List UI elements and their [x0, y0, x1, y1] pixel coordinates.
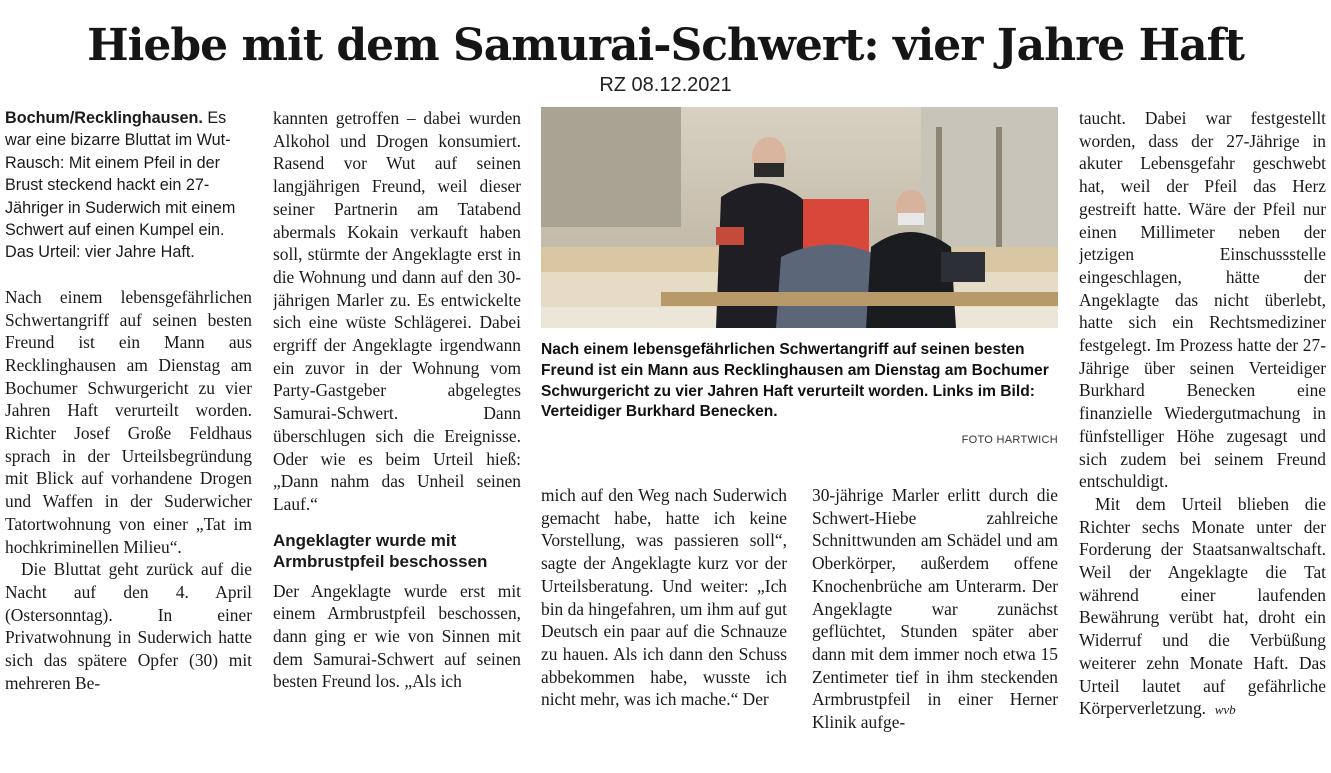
body-paragraph: Die Bluttat geht zurück auf die Nacht auf den 4. April (Ostersonntag). In einer Privatwohnung in Suderwich hatte sich das spätere Opfer (30) mit mehreren Be- — [5, 559, 252, 693]
column-2 — [273, 107, 521, 773]
photo-credit: FOTO HARTWICH — [961, 434, 1058, 446]
body-paragraph — [1079, 493, 1326, 722]
intro-text: Es war eine bizarre Bluttat im Wut-Rausch: Mit einem Pfeil in der Brust steckend hackt ein 27-Jähriger in Suderwich mit einem Schwert auf einen Kumpel ein. Das Urteil: vier Jahre Haft. — [5, 109, 236, 262]
dateline: RZ 08.12.2021 — [599, 74, 732, 96]
column-1 — [5, 107, 252, 773]
author-signature: wvb — [1214, 702, 1236, 718]
body-paragraph: mich auf den Weg nach Suderwich gemacht habe, hatte ich keine Vorstellung, was passieren soll“, sagte der Angeklagte kurz vor der Urteilsberatung. Und weiter: „Ich bin da hingefahren, um ihm auf gut Deutsch ein paar auf die Schnauze zu hauen. Als ich dann den Schuss abbekommen habe, wusste ich nicht mehr, was ich mache.“ Der — [541, 485, 787, 710]
body-paragraph: Nach einem lebensgefährlichen Schwertangriff auf seinen besten Freund ist ein Mann aus Recklinghausen am Dienstag am Bochumer Schwurgericht zu vier Jahren Haft verurteilt worden. Richter Josef Große Feldhaus sprach in der Urteilsbegründung mit Blick auf vorhandene Drogen und Waffen in der Suderwicher Tatortwohnung von einer „Tat im hochkriminellen Milieu“. — [5, 286, 252, 557]
photo-caption: Nach einem lebensgefährlichen Schwertangriff auf seinen besten Freund ist ein Mann aus Recklinghausen am Dienstag am Bochumer Schwurgericht zu vier Jahren Haft verurteilt worden. Links im Bild: Verteidiger Burkhard Benecken. — [541, 341, 1049, 421]
body-text: Mit dem Urteil blieben die Richter sechs Monate unter der Forderung der Staatsanwaltschaft. Weil der Angeklagte die Tat während einer laufenden Bewährung verübt hat, droht ein Widerruf und die Verbüßung weiterer zehn Monate Haft. Das Urteil lautet auf gefährliche Körperverletzung. — [1079, 493, 1326, 719]
subheading: Angeklagter wurde mit Armbrustpfeil beschossen — [273, 530, 488, 571]
column-3 — [541, 484, 787, 773]
column-4 — [812, 484, 1058, 773]
intro-paragraph — [5, 107, 252, 264]
headline: Hiebe mit dem Samurai-Schwert: vier Jahre Haft — [87, 20, 1244, 71]
court-photo-image — [541, 107, 1058, 328]
intro-location: Bochum/Recklinghausen. — [5, 109, 203, 127]
column-5 — [1079, 107, 1326, 773]
body-paragraph: taucht. Dabei war festgestellt worden, dass der 27-Jährige in akuter Lebensgefahr geschwebt hat, weil der Pfeil das Herz gestreift hatte. Wäre der Pfeil nur einen Millimeter neben der jetzigen Einschussstelle eingeschlagen, hätte der Angeklagte das nicht überlebt, hatte sich ein Rechtsmediziner festgelegt. Im Prozess hatte der 27-Jährige über seinen Verteidiger Burkhard Benecken eine finanzielle Wiedergutmachung in fünfstelliger Höhe zugesagt und sich zudem bei seinem Freund entschuldigt. — [1079, 108, 1326, 492]
court-photo — [541, 107, 1058, 328]
body-paragraph: Der Angeklagte wurde erst mit einem Armbrustpfeil beschossen, dann ging er wie von Sinnen mit dem Samurai-Schwert auf seinen besten Freund los. „Als ich — [273, 580, 521, 692]
body-paragraph: 30-jährige Marler erlitt durch die Schwert-Hiebe zahlreiche Schnittwunden am Schädel und am Oberkörper, außerdem offene Knochenbrüche am Unterarm. Der Angeklagte war zunächst geflüchtet, Stunden später aber dann mit dem immer noch etwa 15 Zentimeter tief in ihm steckenden Armbrustpfeil in einer Herner Klinik aufge- — [812, 485, 1058, 733]
body-paragraph: kannten getroffen – dabei wurden Alkohol und Drogen konsumiert. Rasend vor Wut auf seinen langjährigen Freund, weil dieser seiner Partnerin am Tatabend abermals Kokain verkauft haben soll, stürmte der Angeklagte erst in die Wohnung und dann auf den 30-jährigen Marler zu. Es entwickelte sich eine wüste Schlägerei. Dabei ergriff der Angeklagte irgendwann ein zuvor in der Wohnung vom Party-Gastgeber abgelegtes Samurai-Schwert. Dann überschlugen sich die Ereignisse. Oder wie es beim Urteil hieß: „Dann nahm das Unheil seinen Lauf.“ — [273, 108, 521, 514]
